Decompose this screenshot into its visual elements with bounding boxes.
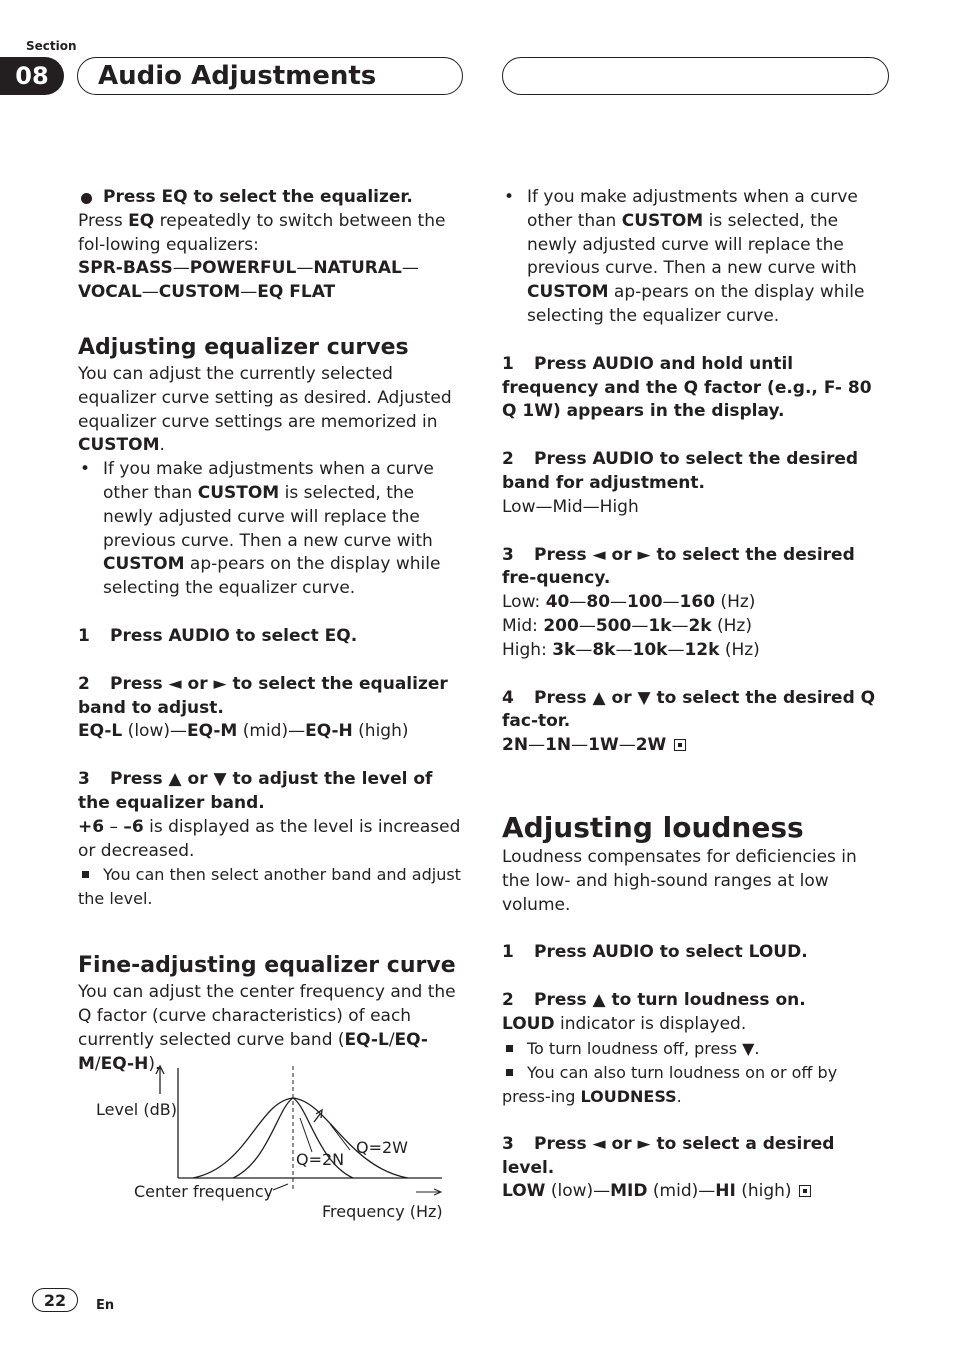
end-mark-icon	[674, 739, 686, 751]
step-3: 3 Press ▲ or ▼ to adjust the level of the equalizer band.	[78, 769, 433, 813]
heading-adjusting-curves: Adjusting equalizer curves	[78, 334, 409, 360]
eq-list: SPR-BASS—POWERFUL—NATURAL— VOCAL—CUSTOM—EQ FLAT	[78, 258, 419, 303]
end-mark-icon	[799, 1185, 811, 1197]
level-label: Level (dB)	[96, 1100, 177, 1119]
right-step-2: 2 Press AUDIO to select the desired band for adjustment.	[502, 449, 859, 493]
right-step-4: 4 Press ▲ or ▼ to select the desired Q fac-tor.	[502, 687, 876, 732]
language-label: En	[96, 1298, 115, 1313]
fine-text: You can adjust the center frequency and the Q factor (curve characteristics) of each currently selected curve band (EQ-L/EQ-M/EQ-H).	[78, 982, 456, 1074]
section-title: Audio Adjustments	[98, 61, 377, 91]
loud-note-1: To turn loudness off, press ▼.	[502, 1037, 890, 1061]
step-2-values: EQ-L (low)—EQ-M (mid)—EQ-H (high)	[78, 721, 409, 742]
eq-curve-figure	[78, 1062, 458, 1232]
right-step-1: 1 Press AUDIO and hold until frequency and the Q factor (e.g., F- 80 Q 1W) appears in the display.	[502, 353, 872, 422]
low-frequencies: Low: 40—80—100—160 (Hz)	[502, 592, 756, 613]
section-title-box	[77, 57, 463, 95]
loud-step-2-values: LOUD indicator is displayed.	[502, 1013, 747, 1034]
heading-adjusting-loudness: Adjusting loudness	[502, 810, 804, 844]
step-3-values: +6 – –6 is displayed as the level is increased or decreased.	[78, 816, 461, 861]
eq-select-bullet: Press EQ to select the equalizer.	[78, 186, 466, 210]
step-1: 1 Press AUDIO to select EQ.	[78, 625, 358, 646]
section-label: Section	[26, 39, 77, 53]
loud-step-1: 1 Press AUDIO to select LOUD.	[502, 942, 808, 963]
page-number: 22	[32, 1288, 78, 1312]
eq-intro-text: Press EQ repeatedly to switch between the fol-lowing equalizers:	[78, 210, 446, 255]
q2n-label: Q=2N	[296, 1150, 345, 1169]
curves-text: You can adjust the currently selected equalizer curve setting as desired. Adjusted equalizer curve settings are memorized in CUSTOM.	[78, 363, 452, 456]
heading-fine-adjusting: Fine-adjusting equalizer curve	[78, 953, 456, 979]
custom-bullet: • If you make adjustments when a curve other than CUSTOM is selected, the newly adjusted curve will replace the previous curve. Then a new curve with CUSTOM ap-pears on the display while selecting the equalizer curve.	[504, 187, 865, 326]
step-3-note: You can then select another band and adjust the level.	[78, 865, 461, 909]
q-factor-values: 2N—1N—1W—2W	[502, 734, 890, 758]
header-empty-box	[502, 57, 889, 95]
loudness-text: Loudness compensates for deficiencies in the low- and high-sound ranges at low volume.	[502, 846, 857, 915]
left-column	[78, 186, 466, 1077]
loud-step-3: 3 Press ◄ or ► to select a desired level.	[502, 1133, 835, 1178]
loud-step-2: 2 Press ▲ to turn loudness on.	[502, 990, 806, 1011]
bullet-dot	[81, 193, 92, 204]
frequency-label: Frequency (Hz)	[322, 1202, 443, 1221]
center-frequency-label: Center frequency	[134, 1182, 274, 1201]
mid-frequencies: Mid: 200—500—1k—2k (Hz)	[502, 615, 752, 636]
loud-note-2: You can also turn loudness on or off by press-ing LOUDNESS.	[502, 1062, 838, 1106]
section-number: 08	[0, 57, 64, 95]
step-2: 2 Press ◄ or ► to select the equalizer band to adjust.	[78, 673, 448, 718]
curves-bullet: • If you make adjustments when a curve other than CUSTOM is selected, the newly adjusted curve will replace the previous curve. Then a new curve with CUSTOM ap-pears on the display while selecting the equalizer curve.	[80, 459, 441, 599]
right-step-3: 3 Press ◄ or ► to select the desired fre-quency.	[502, 544, 855, 589]
right-step-2-values: Low—Mid—High	[502, 496, 639, 517]
q2w-label: Q=2W	[356, 1138, 408, 1157]
loud-step-3-values: LOW (low)—MID (mid)—HI (high)	[502, 1180, 890, 1204]
right-column	[502, 186, 890, 1204]
high-frequencies: High: 3k—8k—10k—12k (Hz)	[502, 639, 760, 660]
